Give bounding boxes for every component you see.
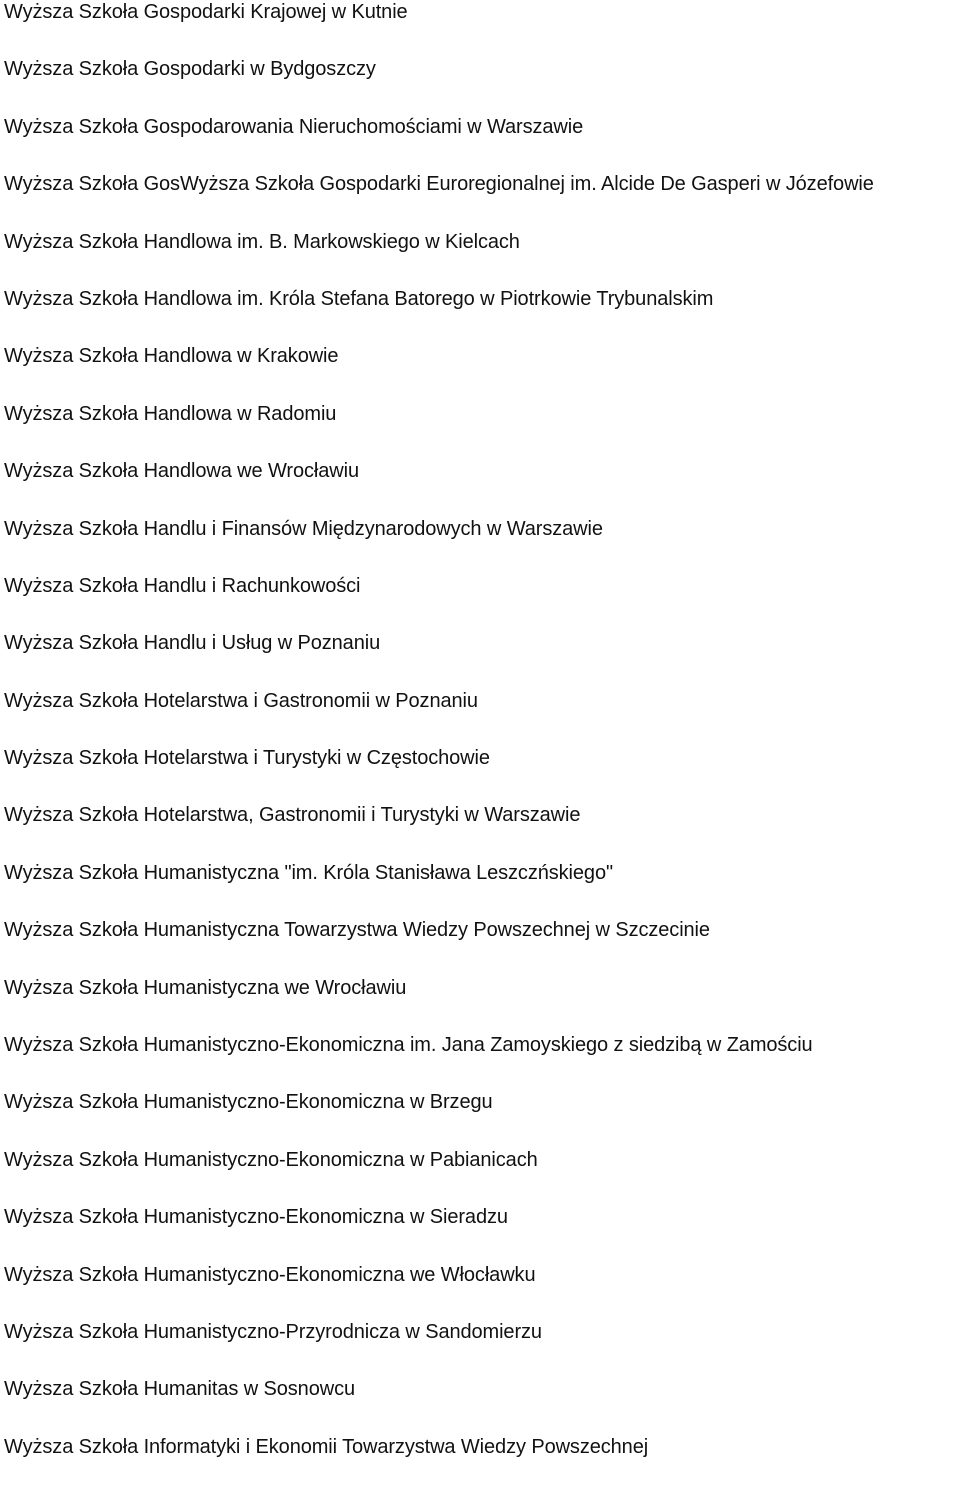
list-item: Wyższa Szkoła Gospodarowania Nieruchomościami w Warszawie <box>4 115 584 138</box>
list-item: Wyższa Szkoła Hotelarstwa i Turystyki w Częstochowie <box>4 747 490 770</box>
list-item: Wyższa Szkoła Gospodarki w Bydgoszczy <box>4 58 376 81</box>
list-item: Wyższa Szkoła Handlowa im. B. Markowskiego w Kielcach <box>4 230 520 253</box>
list-item: Wyższa Szkoła Handlowa we Wrocławiu <box>4 460 359 483</box>
list-item: Wyższa Szkoła Handlu i Usług w Poznaniu <box>4 632 381 655</box>
list-item: Wyższa Szkoła Humanistyczno-Ekonomiczna im. Jana Zamoyskiego z siedzibą w Zamościu <box>4 1034 813 1057</box>
school-list <box>4 0 958 1492</box>
list-item: Wyższa Szkoła Humanistyczno-Ekonomiczna we Włocławku <box>4 1263 536 1286</box>
list-item: Wyższa Szkoła Handlowa im. Króla Stefana Batorego w Piotrkowie Trybunalskim <box>4 287 714 310</box>
list-item: Wyższa Szkoła Humanistyczna we Wrocławiu <box>4 976 407 999</box>
list-item: Wyższa Szkoła Gospodarki Krajowej w Kutnie <box>4 1 408 23</box>
list-item: Wyższa Szkoła Humanistyczno-Ekonomiczna w Sieradzu <box>4 1206 508 1229</box>
list-item: Wyższa Szkoła Handlu i Rachunkowości <box>4 574 361 597</box>
list-item: Wyższa Szkoła Humanistyczna Towarzystwa Wiedzy Powszechnej w Szczecinie <box>4 919 710 942</box>
list-item: Wyższa Szkoła Humanitas w Sosnowcu <box>4 1378 355 1401</box>
list-item: Wyższa Szkoła Handlowa w Radomiu <box>4 402 337 425</box>
list-item: Wyższa Szkoła GosWyższa Szkoła Gospodarki Euroregionalnej im. Alcide De Gasperi w Józefowie <box>4 173 874 196</box>
list-item: Wyższa Szkoła Informatyki i Ekonomii Towarzystwa Wiedzy Powszechnej <box>4 1435 649 1458</box>
list-item: Wyższa Szkoła Hotelarstwa i Gastronomii w Poznaniu <box>4 689 478 712</box>
list-item: Wyższa Szkoła Humanistyczno-Ekonomiczna w Pabianicach <box>4 1148 538 1171</box>
list-item: Wyższa Szkoła Handlowa w Krakowie <box>4 345 339 368</box>
list-item: Wyższa Szkoła Hotelarstwa, Gastronomii i Turystyki w Warszawie <box>4 804 581 827</box>
list-item: Wyższa Szkoła Humanistyczna "im. Króla Stanisława Leszczńskiego" <box>4 861 613 884</box>
list-item: Wyższa Szkoła Handlu i Finansów Międzynarodowych w Warszawie <box>4 517 603 540</box>
list-item: Wyższa Szkoła Humanistyczno-Przyrodnicza w Sandomierzu <box>4 1320 542 1343</box>
list-item: Wyższa Szkoła Humanistyczno-Ekonomiczna w Brzegu <box>4 1091 493 1114</box>
